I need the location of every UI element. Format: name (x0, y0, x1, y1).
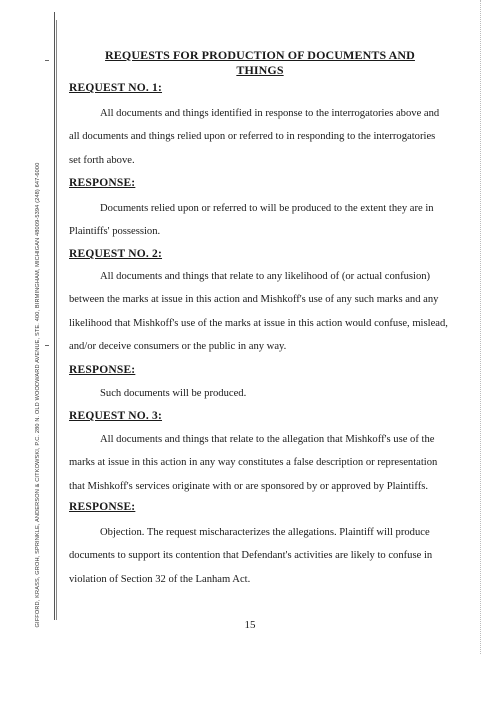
response-2-text: Such documents will be produced. (100, 388, 247, 399)
response-1-heading: RESPONSE: (69, 177, 136, 189)
request-3-heading: REQUEST NO. 3: (69, 410, 163, 422)
response-3-heading: RESPONSE: (69, 501, 136, 513)
margin-rule (54, 12, 55, 620)
margin-rule-inner (56, 20, 57, 620)
page-title: REQUESTS FOR PRODUCTION OF DOCUMENTS AND THINGS (105, 48, 415, 77)
request-2-heading: REQUEST NO. 2: (69, 248, 163, 260)
request-1-text: All documents and things identified in response to the interrogatories above and all documents and things relied upon or referred to in responding to the interrogatories set forth above. (69, 108, 440, 166)
request-1-heading: REQUEST NO. 1: (69, 82, 163, 94)
margin-tick (45, 60, 49, 61)
response-3-text: Objection. The request mischaracterizes the allegations. Plaintiff will produce documents to support its contention that Defendant's activities are likely to confuse in violation of Section 32 of the Lanham Act. (69, 527, 433, 585)
response-1-text: Documents relied upon or referred to will be produced to the extent they are in Plaintiffs' possession. (69, 203, 434, 238)
request-2-text: All documents and things that relate to any likelihood of (or actual confusion) between the marks at issue in this action and Mishkoff's use of any such marks and any likelihood that Mishkoff's use of the marks at issue in this action would confuse, mislead, and/or deceive consumers or the public in any way. (69, 271, 448, 352)
request-3-text: All documents and things that relate to the allegation that Mishkoff's use of the marks at issue in this action in any way constitutes a false description or representation that Mishkoff's services originate with or are sponsored by or approved by Plaintiffs. (69, 434, 438, 492)
firm-sidebar-text: GIFFORD, KRASS, GROH, SPRINKLE, ANDERSON & CITKOWSKI, P.C. 280 N. OLD WOODWARD AVENUE, STE. 400, BIRMINGHAM, MICHIGAN 48009-5394 (248) 647-6000 (35, 162, 41, 628)
page-number: 15 (244, 619, 256, 631)
margin-tick (45, 345, 49, 346)
response-2-heading: RESPONSE: (69, 364, 136, 376)
right-edge-mark (480, 0, 481, 654)
